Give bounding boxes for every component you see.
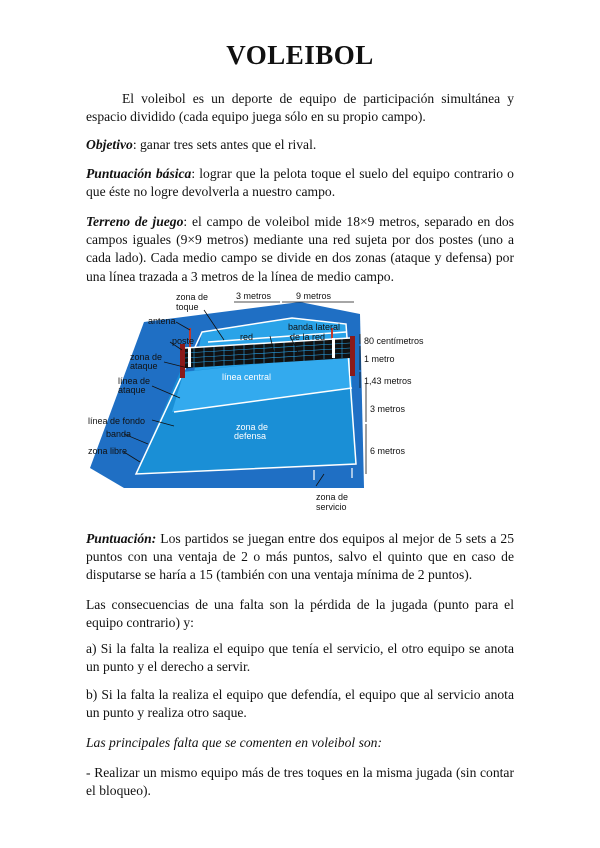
label-linea-central: línea central <box>222 372 272 382</box>
intro-paragraph: El voleibol es un deporte de equipo de participación simultánea y espacio dividido (cada equipo juega sólo en su propio campo). <box>86 91 514 125</box>
label-zona-toque-1: zona de <box>176 292 209 302</box>
puntuacion-basica-label: Puntuación básica <box>86 166 192 181</box>
court-diagram <box>84 288 516 520</box>
court-diagram-svg <box>84 288 516 520</box>
puntuacion-paragraph <box>86 530 514 585</box>
label-zona-ataque-2: ataque <box>130 361 158 371</box>
net-band-left <box>188 347 191 367</box>
label-poste: poste <box>172 336 195 346</box>
label-linea-ataque-1: línea de <box>118 376 151 386</box>
label-dim-1m: 1 metro <box>364 354 395 364</box>
label-dim-143: 1,43 metros <box>364 376 412 386</box>
label-banda-lateral-1: banda lateral <box>288 322 341 332</box>
falta-1-paragraph: - Realizar un mismo equipo más de tres toques en la misma jugada (sin contar el bloqueo). <box>86 765 514 799</box>
objetivo-text: : ganar tres sets antes que el rival. <box>132 137 317 152</box>
label-red: red <box>240 332 254 342</box>
label-antena: antena <box>148 316 176 326</box>
puntuacion-text: Los partidos se juegan entre dos equipos al mejor de 5 sets a 25 puntos con una ventaja de 2 o más puntos, salvo el quinto que en caso de disputarse se haría a 15 (también con una ventaja mínima de 2 puntos). <box>86 531 514 583</box>
puntuacion-basica-paragraph <box>86 165 514 201</box>
label-zona-servicio-1: zona de <box>316 492 349 502</box>
label-zona-servicio-2: servicio <box>316 502 347 512</box>
label-banda: banda <box>106 429 132 439</box>
puntuacion-label: Puntuación: <box>86 531 157 546</box>
label-linea-fondo: línea de fondo <box>88 416 146 426</box>
label-linea-ataque-2: ataque <box>118 385 146 395</box>
label-dim-80cm: 80 centímetros <box>364 336 424 346</box>
label-zona-libre: zona libre <box>88 446 128 456</box>
label-zona-defensa-1: zona de <box>236 422 269 432</box>
label-dim-3m-right: 3 metros <box>370 404 406 414</box>
label-zona-toque-2: toque <box>176 302 199 312</box>
terreno-paragraph <box>86 213 514 286</box>
terreno-text: : el campo de voleibol mide 18×9 metros, separado en dos campos iguales (9×9 metros) mediante una red sujeta por dos postes (uno a cada lado). Cada medio campo se divide en dos zonas (ataque y defensa) por una línea trazada a 3 metros de la línea de medio campo. <box>86 214 514 284</box>
consecuencias-paragraph: Las consecuencias de una falta son la pérdida de la jugada (punto para el equipo contrario) y: <box>86 597 514 631</box>
label-dim-6m: 6 metros <box>370 446 406 456</box>
page-title: VOLEIBOL <box>226 40 374 70</box>
terreno-label: Terreno de juego <box>86 214 184 229</box>
label-zona-ataque-1: zona de <box>130 352 163 362</box>
label-banda-lateral-2: de la red <box>290 332 326 342</box>
label-dim-9m-top: 9 metros <box>296 291 332 301</box>
objetivo-label: Objetivo <box>86 137 133 152</box>
faltas-heading: Las principales falta que se comenten en voleibol son: <box>86 735 382 750</box>
label-dim-3m-top: 3 metros <box>236 291 272 301</box>
objetivo-paragraph <box>86 136 514 154</box>
label-zona-defensa-2: defensa <box>234 431 267 441</box>
puntuacion-basica-text: : lograr que la pelota toque el suelo del equipo contrario o que éste no logre devolverla a nuestro campo. <box>86 166 514 200</box>
post-right <box>350 336 355 376</box>
net-band-right <box>332 338 335 358</box>
item-b-paragraph: b) Si la falta la realiza el equipo que defendía, el equipo que al servicio anota un punto y realiza otro saque. <box>86 687 514 721</box>
item-a-paragraph: a) Si la falta la realiza el equipo que tenía el servicio, el otro equipo se anota un punto y el derecho a servir. <box>86 641 514 675</box>
